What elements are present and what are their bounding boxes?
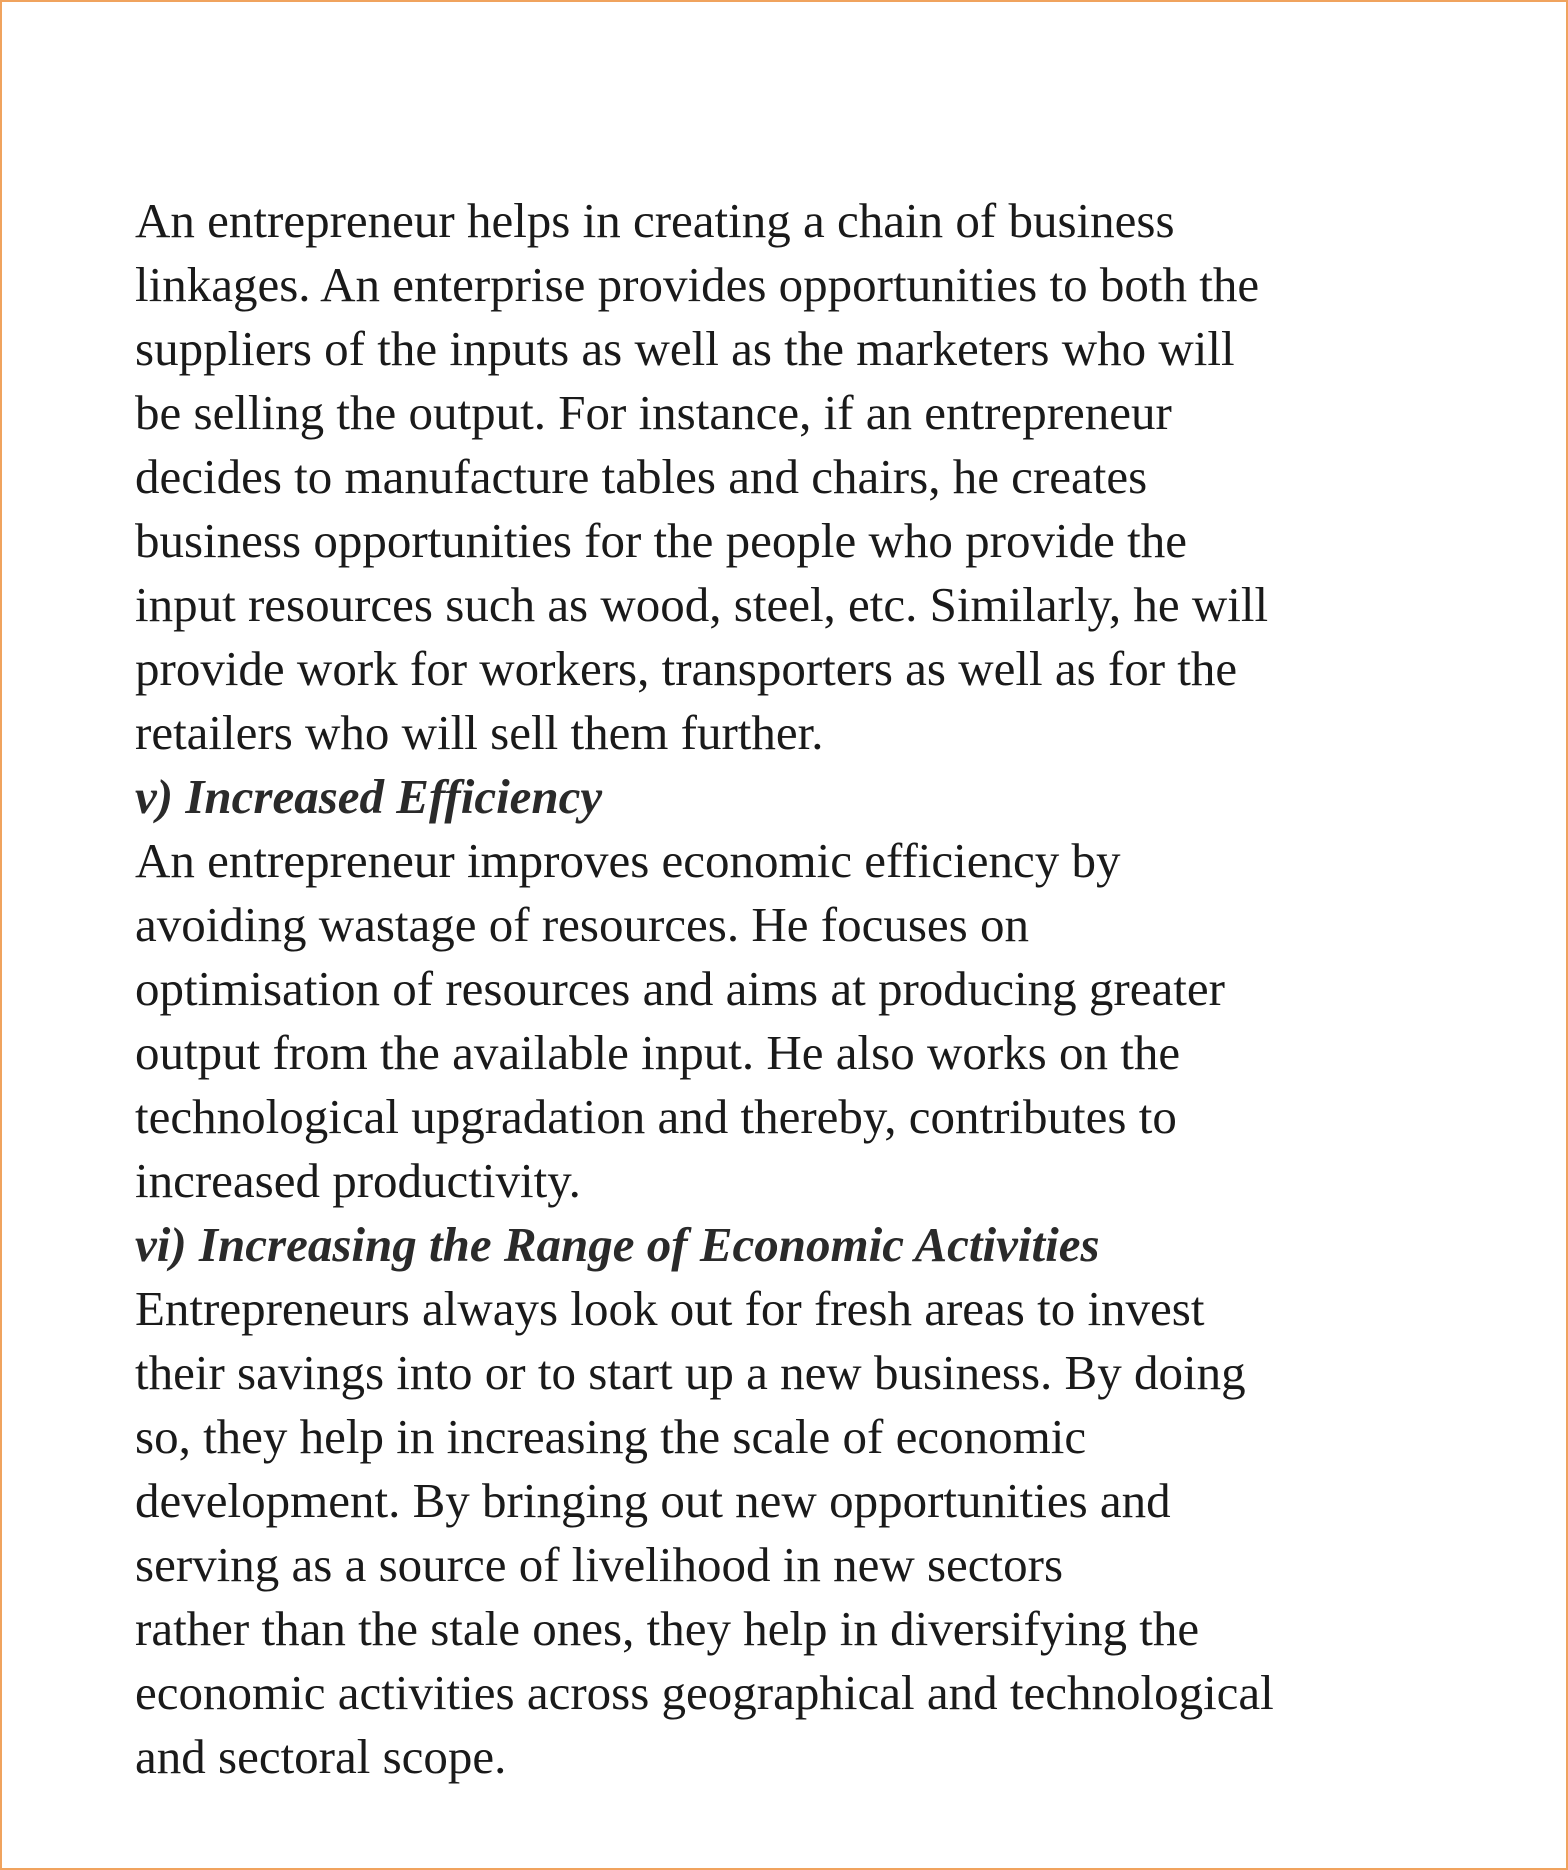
text-line: business opportunities for the people who provide the	[135, 513, 1187, 568]
text-line: input resources such as wood, steel, etc. Similarly, he will	[135, 577, 1269, 632]
text-line: technological upgradation and thereby, contributes to	[135, 1089, 1177, 1144]
text-line: increased productivity.	[135, 1153, 581, 1208]
text-line: linkages. An enterprise provides opportunities to both the	[135, 257, 1260, 312]
text-line: optimisation of resources and aims at producing greater	[135, 961, 1225, 1016]
text-line: An entrepreneur improves economic efficiency by	[135, 833, 1121, 888]
text-line: economic activities across geographical and technological	[135, 1665, 1274, 1720]
text-line: and sectoral scope.	[135, 1729, 507, 1784]
paragraph-range-of-activities	[135, 1277, 1465, 1789]
text-line: be selling the output. For instance, if an entrepreneur	[135, 385, 1172, 440]
paragraph-efficiency	[135, 829, 1465, 1213]
text-line: decides to manufacture tables and chairs, he creates	[135, 449, 1148, 504]
text-line: An entrepreneur helps in creating a chain of business	[135, 193, 1175, 248]
text-line: their savings into or to start up a new business. By doing	[135, 1345, 1246, 1400]
text-line: retailers who will sell them further.	[135, 705, 824, 760]
text-line: suppliers of the inputs as well as the marketers who will	[135, 321, 1235, 376]
text-line: output from the available input. He also works on the	[135, 1025, 1181, 1080]
heading-range-of-activities: vi) Increasing the Range of Economic Activities	[135, 1217, 1100, 1272]
heading-increased-efficiency: v) Increased Efficiency	[135, 769, 603, 824]
text-line: avoiding wastage of resources. He focuses on	[135, 897, 1029, 952]
text-line: so, they help in increasing the scale of economic	[135, 1409, 1087, 1464]
text-line: rather than the stale ones, they help in diversifying the	[135, 1601, 1200, 1656]
text-line: development. By bringing out new opportunities and	[135, 1473, 1171, 1528]
paragraph-business-linkages	[135, 189, 1465, 765]
text-line: serving as a source of livelihood in new sectors	[135, 1537, 1064, 1592]
page-content	[135, 189, 1465, 1789]
text-line: provide work for workers, transporters as well as for the	[135, 641, 1238, 696]
text-line: Entrepreneurs always look out for fresh areas to invest	[135, 1281, 1205, 1336]
